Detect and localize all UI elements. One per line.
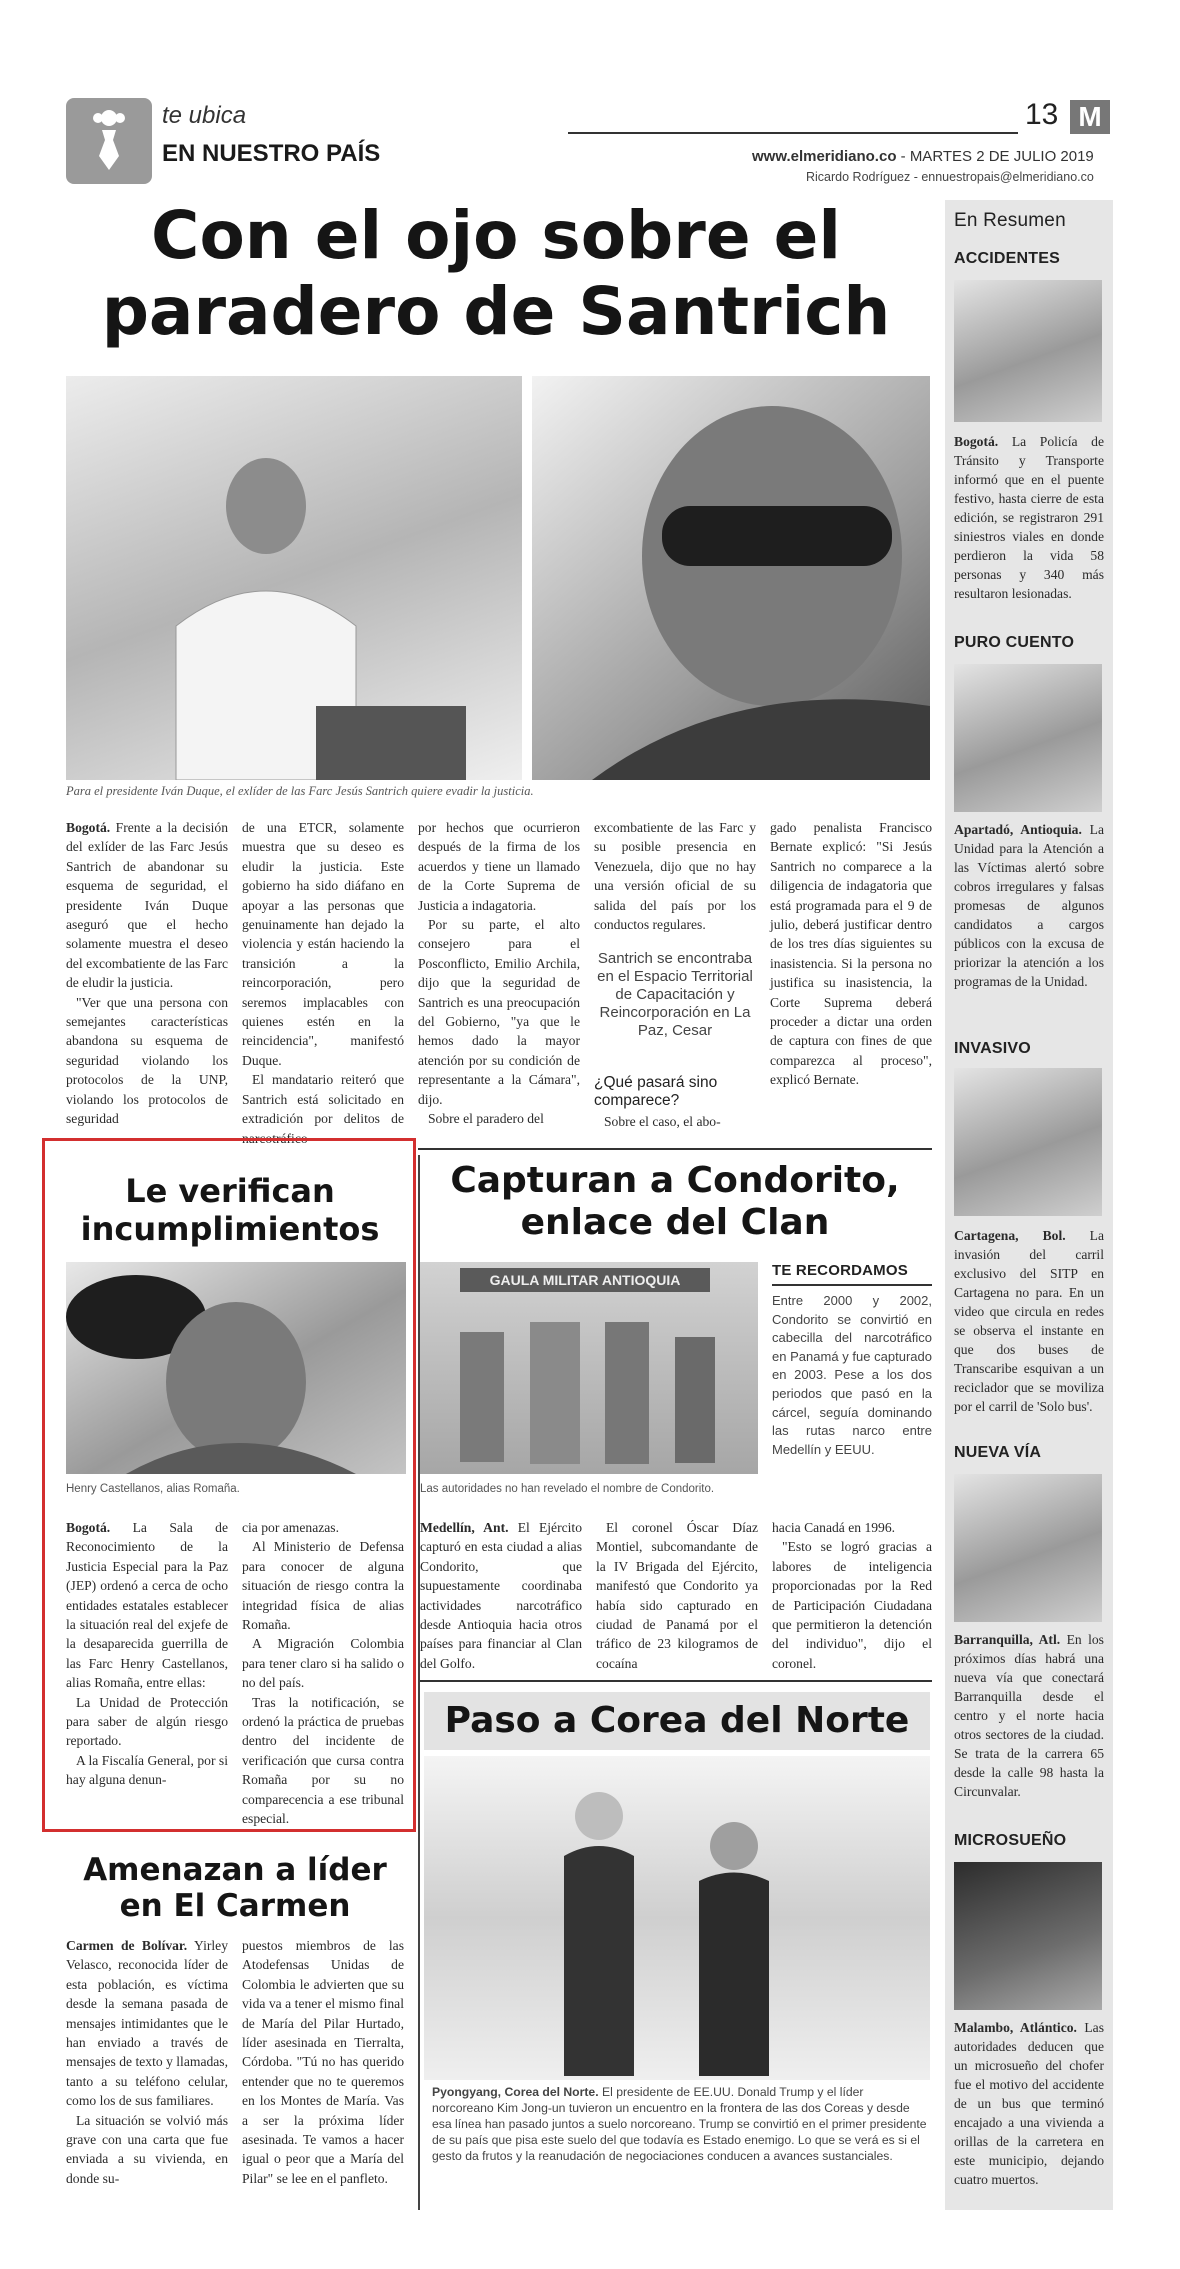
main-photo-caption: Para el presidente Iván Duque, el exlíder de las Farc Jesús Santrich quiere evadir la justicia. (66, 784, 534, 798)
corea-headline: Paso a Corea del Norte (444, 1700, 910, 1741)
photo-banner: GAULA MILITAR ANTIOQUIA (460, 1268, 710, 1292)
site-date-line (752, 148, 1094, 165)
verifican-headline: Le verifican incumplimientos (80, 1172, 380, 1248)
corea-caption: Pyongyang, Corea del Norte. El presidente de EE.UU. Donald Trump y el líder norcoreano Kim Jong-un tuvieron un encuentro en la frontera de las dos Coreas y desde esa línea han pasado juntos a suelo norcoreano. Trump se convirtió en el primer presidente de su país que pisa este suelo del que todavía es Estado enemigo. Lo que se verá es si el gesto da frutos y la reanudación de negociaciones conducen a avances sustanciales. (432, 2085, 927, 2163)
sidebar-text-invasivo: Cartagena, Bol. La invasión del carril exclusivo del SITP en Cartagena no para. En un video que circula en redes se observa el instante en que dos buses de Transcaribe esquivan a un reciclador que se moviliza por el carril de 'Solo bus'. (954, 1228, 1104, 1414)
condorito-col-3: hacia Canadá en 1996. "Esto se logró gracias a labores de inteligencia proporcionadas por la Red de Participación Ciudadana que permitieron la detención del individuo", dijo el coronel. (772, 1520, 932, 1671)
photo-santrich (532, 376, 930, 780)
issue-date: - MARTES 2 DE JULIO 2019 (896, 148, 1094, 165)
sidebar-section-nueva-via: NUEVA VÍA (954, 1444, 1042, 1461)
recordamos-rule (772, 1284, 932, 1286)
sidebar-photo-accidentes (954, 280, 1102, 422)
sidebar-section-puro-cuento: PURO CUENTO (954, 634, 1075, 651)
sidebar-text-puro-cuento: Apartadó, Antioquia. La Unidad para la Atención a las Víctimas alertó sobre cobros irregulares y falsas promesas de algunos candidatos a cargos públicos con la excusa de priorizar la atención a los programas de la Unidad. (954, 822, 1104, 989)
sidebar-title: En Resumen (954, 210, 1066, 231)
photo-romana (66, 1262, 406, 1474)
main-col-2: de una ETCR, solamente muestra que su deseo es eludir la justicia. Este gobierno ha sido diáfano en apoyar a las personas que genuinamente han dejado la violencia y están haciendo la transición a la reincorporación, pero seremos implacables con quienes estén en la reincidencia", manifestó Duque. El mandatario reiteró que Santrich está solicitado en extradición por delitos de narcotráfico (242, 820, 404, 1146)
section-label-small: te ubica (162, 102, 247, 129)
sidebar-text-accidentes: Bogotá. La Policía de Tránsito y Transporte informó que en el puente festivo, hasta cierre de esta edición, se registraron 291 siniestros viales en donde perdieron la vida 58 personas y 340 más resultaron lesionadas. (954, 434, 1104, 601)
carmen-col-1: Carmen de Bolívar. Yirley Velasco, reconocida líder de esta población, es víctima desde la semana pasada de mensajes intimidantes que le han enviado a través de mensajes de texto y llamadas, tanto a su teléfono celular, como los de sus familiares. La situación se volvió más grave con una carta que fue enviada a su vivienda, en donde su- (66, 1938, 228, 2186)
sidebar-photo-nueva-via (954, 1474, 1102, 1622)
main-headline: Con el ojo sobre el paradero de Santrich (101, 197, 891, 350)
sidebar-section-accidentes: ACCIDENTES (954, 250, 1061, 267)
sidebar-section-microsueno: MICROSUEÑO (954, 1832, 1067, 1849)
photo-trump-kim (424, 1756, 930, 2080)
brand-logo: M (1070, 100, 1110, 134)
sidebar-section-invasivo: INVASIVO (954, 1040, 1031, 1057)
condorito-bottom-rule (420, 1680, 932, 1682)
main-col-3: por hechos que ocurrieron después de la firma de los acuerdos y tiene un llamado de la Corte Suprema de Justicia a indagatoria. Por su parte, el alto consejero para el Posconflicto, Emilio Archila, dijo que la seguridad de Santrich es una preocupación del Gobierno, "ya que le hemos dado la mayor atención por su condición de representante a la Cámara", dijo. Sobre el paradero del (418, 820, 580, 1127)
verifican-col-1: Bogotá. La Sala de Reconocimiento de la Justicia Especial para la Paz (JEP) ordenó a cerca de ocho entidades estatales establecer la situación real del exjefe de la desaparecida guerrilla de las Farc Henry Castellanos, alias Romaña, entre ellas: La Unidad de Protección para saber de algún riesgo reportado. A la Fiscalía General, por si hay alguna denun- (66, 1520, 228, 1788)
sidebar-text-microsueno: Malambo, Atlántico. Las autoridades deducen que un microsueño del chofer fue el motivo del accidente de un bus que terminó encajado a una vivienda a orillas de la carretera en este municipio, dejando cuatro muertos. (954, 2020, 1104, 2187)
main-col-1: Bogotá. Frente a la decisión del exlíder de las Farc Jesús Santrich de abandonar su esquema de seguridad, el presidente Iván Duque aseguró que el hecho solamente muestra el deseo del excombatiente de las Farc de eludir la justicia. "Ver que una persona con semejantes características abandona su esquema de seguridad violando los protocolos de la UNP, violando los protocolos de seguridad (66, 820, 228, 1127)
condorito-headline: Capturan a Condorito, enlace del Clan (450, 1160, 900, 1243)
sidebar-text-nueva-via: Barranquilla, Atl. En los próximos días habrá una nueva vía que conectará Barranquilla desde el centro y el norte hacia otros sectores de la ciudad. Se trata de la carrera 65 desde la calle 98 hasta la Circunvalar. (954, 1632, 1104, 1799)
romana-caption: Henry Castellanos, alias Romaña. (66, 1483, 240, 1495)
main-subhead: ¿Qué pasará sino comparece? (594, 1074, 718, 1109)
carmen-headline: Amenazan a líder en El Carmen (83, 1852, 387, 1924)
recordamos-title: TE RECORDAMOS (772, 1262, 908, 1279)
recordamos-text: Entre 2000 y 2002, Condorito se convirtió en cabecilla del narcotráfico en Panamá y fue capturado en 2003. Pese a los dos periodos que pasó en la cárcel, seguía dominando las rutas narco entre Medellín y EEUU. (772, 1293, 932, 1457)
author-line: Ricardo Rodríguez - ennuestropais@elmeridiano.co (806, 170, 1094, 184)
carmen-col-2: puestos miembros de las Atodefensas Unidas de Colombia le advierten que su vida va a tener el mismo final de María del Pilar Hurtado, líder asesinada en Tierralta, Córdoba. "Tú no has querido entender que no te queremos en los Montes de María. Vas a ser la próxima líder asesinada. Te vamos a hacer igual o peor que a María del Pilar" se lee en el panfleto. (242, 1938, 404, 2186)
corea-headline-box (424, 1692, 930, 1750)
photo-duque (66, 376, 522, 780)
site-url[interactable]: www.elmeridiano.co (752, 148, 897, 165)
condorito-col-2: El coronel Óscar Díaz Montiel, subcomandante de la IV Brigada del Ejército, manifestó que Condorito ya había sido capturado en ciudad de Panamá por el tráfico de 23 kilogramos de cocaína (596, 1520, 758, 1671)
main-col-4b: Sobre el caso, el abo- (604, 1114, 721, 1129)
sidebar-photo-microsueno (954, 1862, 1102, 2010)
sidebar-photo-invasivo (954, 1068, 1102, 1216)
main-pullquote: Santrich se encontraba en el Espacio Territorial de Capacitación y Reincorporación en La Paz, Cesar (597, 950, 753, 1039)
condorito-caption: Las autoridades no han revelado el nombre de Condorito. (420, 1483, 715, 1495)
main-bottom-rule (418, 1148, 932, 1150)
page-number: 13 (1025, 98, 1059, 131)
condorito-col-1: Medellín, Ant. El Ejército capturó en esta ciudad a alias Condorito, que supuestamente coordinaba actividades narcotráfico desde Antioquia hacia otros países para financiar al Clan del Golfo. (420, 1520, 582, 1671)
section-logo-box (66, 98, 152, 184)
header-rule (568, 132, 1018, 134)
sidebar-photo-puro-cuento (954, 664, 1102, 812)
photo-condorito (420, 1262, 758, 1474)
main-col-5: gado penalista Francisco Bernate explicó: "Si Jesús Santrich no comparece a la diligencia de indagatoria que está programada para el 9 de julio, deberá justificar dentro de los tres días siguientes su inasistencia. Si la persona no justifica su inasistencia, la Corte Suprema deberá proceder a dictar una orden de captura con fines de que comparezca al proceso", explicó Bernate. (770, 820, 932, 1088)
section-label-big: EN NUESTRO PAÍS (162, 140, 381, 167)
main-col-4: excombatiente de las Farc y su posible presencia en Venezuela, dijo que no hay una versión oficial de su salida del país por los conductos regulares. (594, 820, 756, 933)
lamp-logo-icon (66, 98, 152, 184)
verifican-col-2: cia por amenazas. Al Ministerio de Defensa para conocer de alguna situación de riesgo contra la integridad física de alias Romaña. A Migración Colombia para tener claro si ha salido o no del país. Tras la notificación, se ordenó la práctica de pruebas dentro del incidente de verificación que cursa contra Romaña por su no comparecencia a ese tribunal especial. (242, 1520, 404, 1827)
